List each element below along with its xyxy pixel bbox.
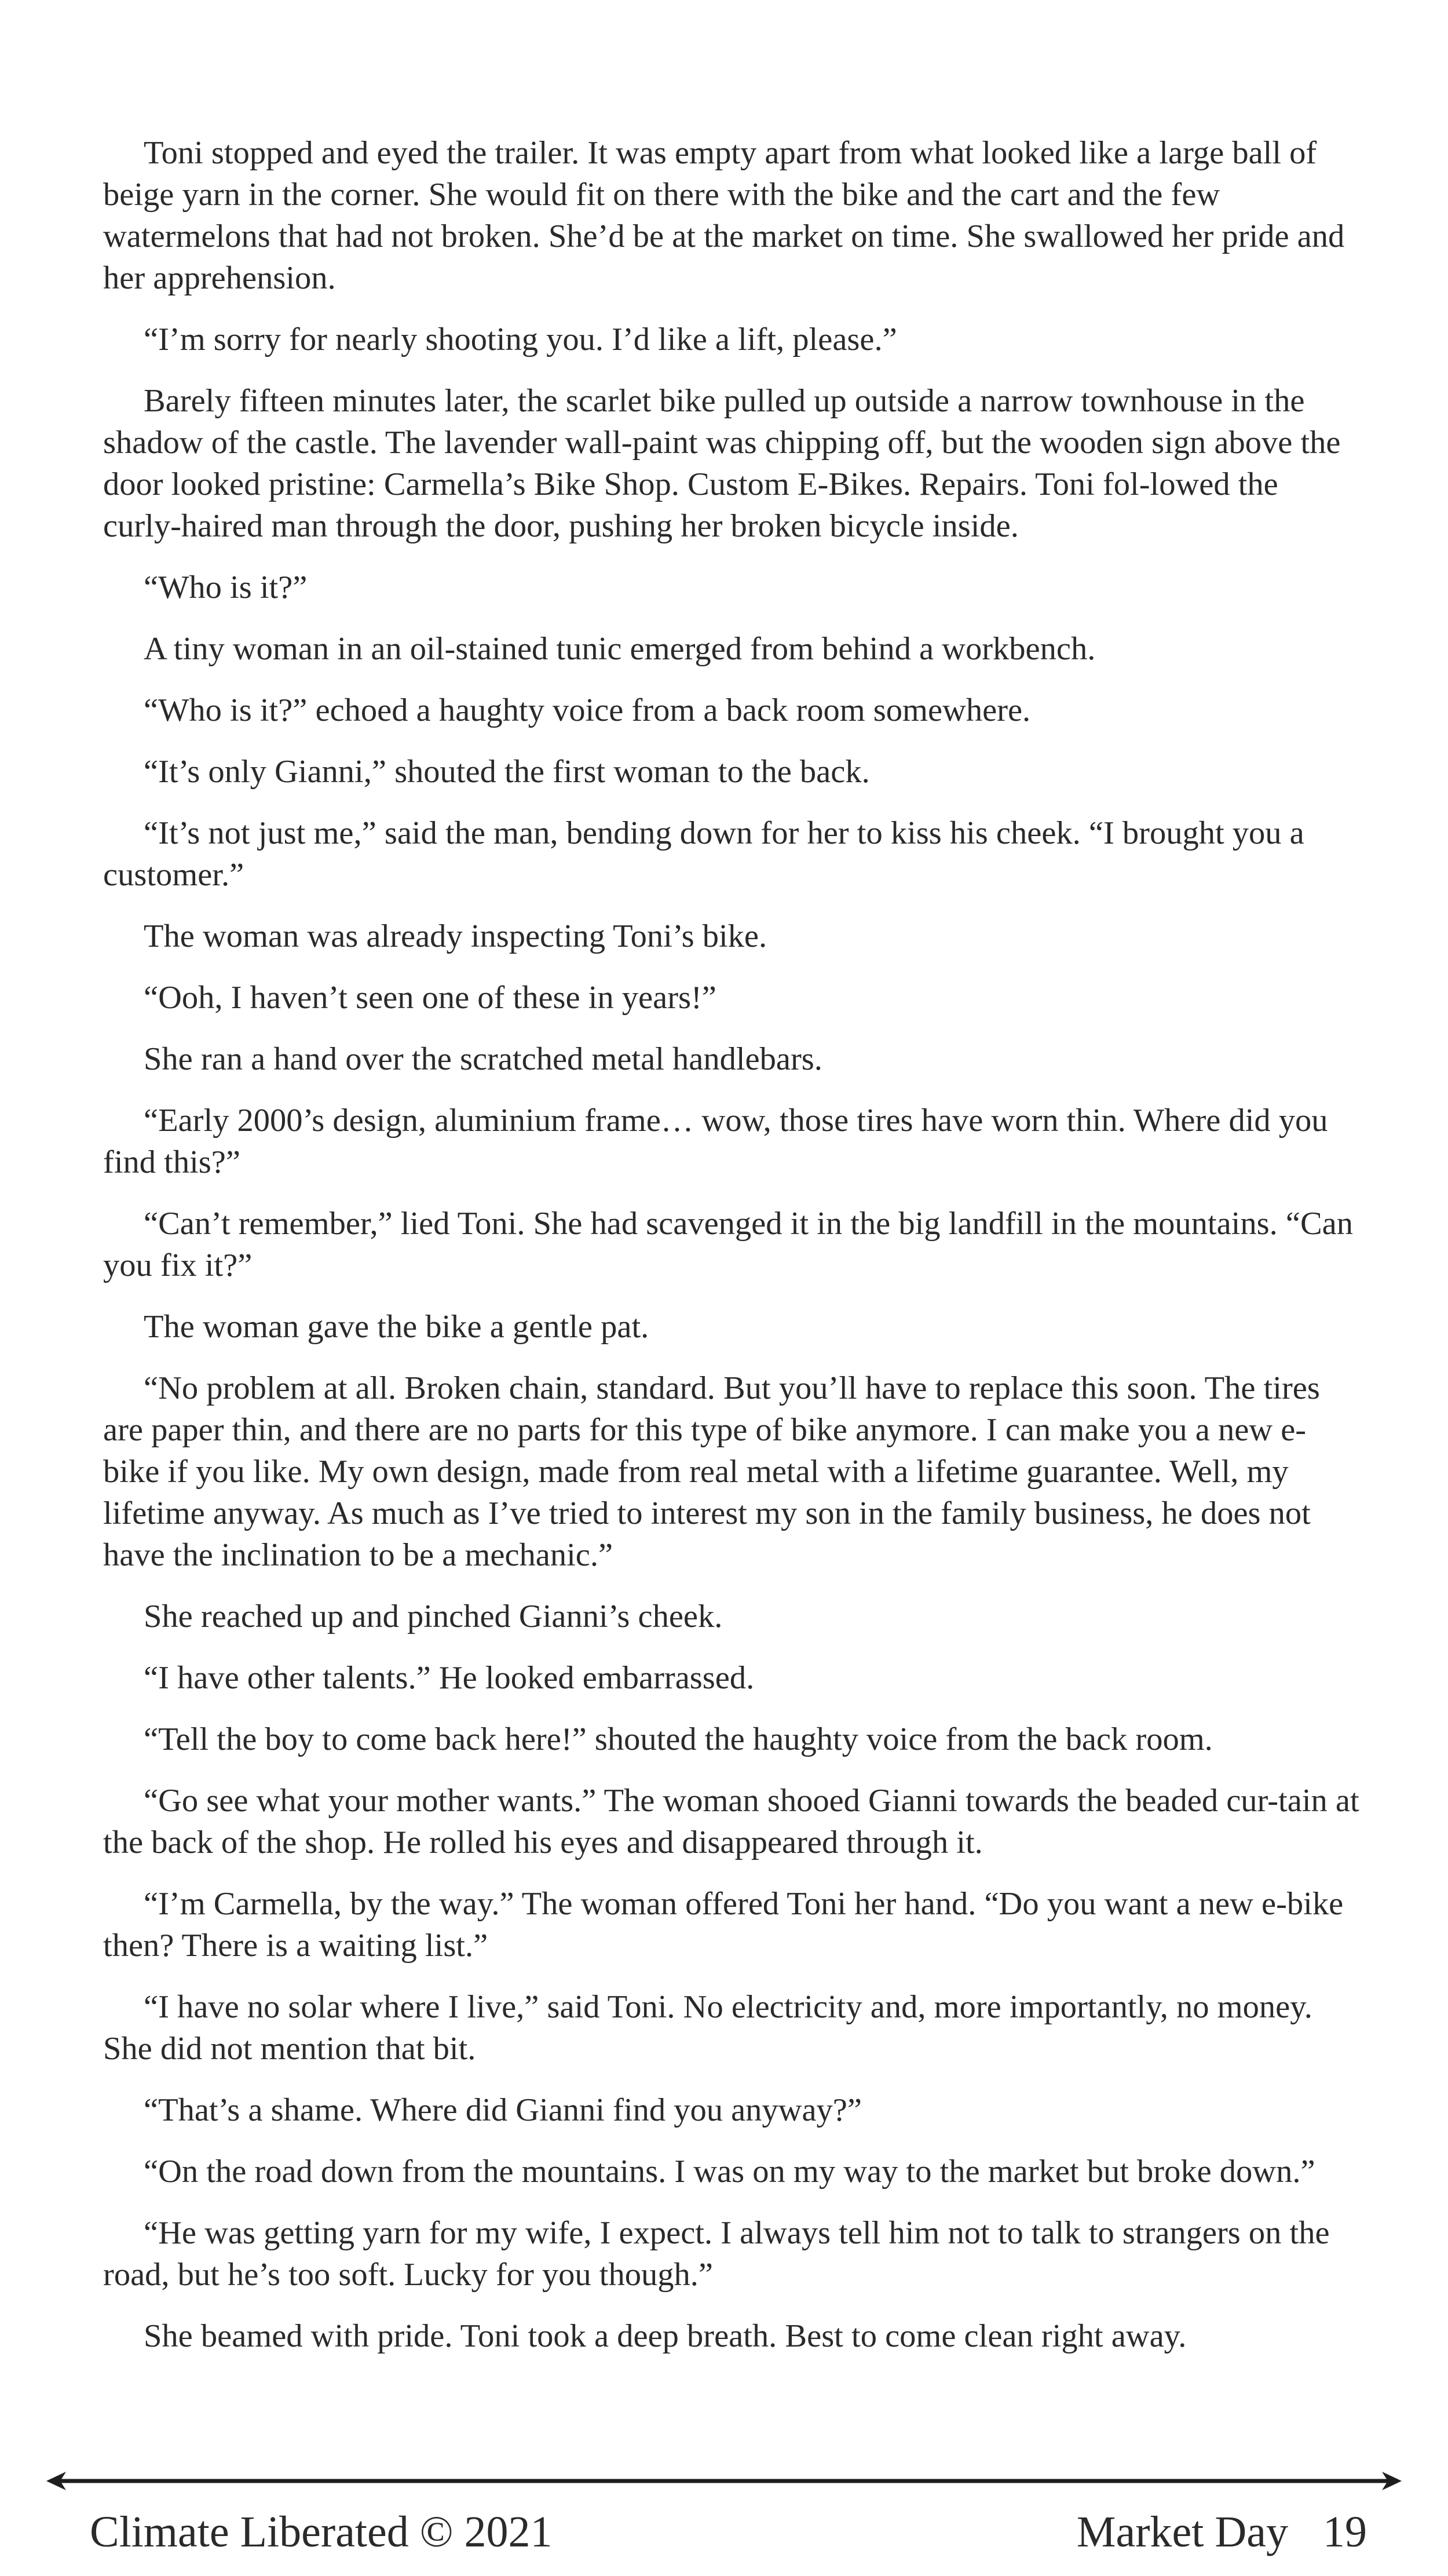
paragraph: “Tell the boy to come back here!” shouted the haughty voice from the back room. xyxy=(144,1721,1213,1757)
paragraph: “I have other talents.” He looked embarrassed. xyxy=(144,1660,755,1696)
paragraph: “Go see what your mother wants.” The woman shooed Gianni towards the beaded cur-tain at the back of the shop. He rolled his eyes and disappeared through it. xyxy=(103,1783,1359,1860)
paragraph: “I’m Carmella, by the way.” The woman offered Toni her hand. “Do you want a new e-bike then? There is a waiting list.” xyxy=(103,1886,1344,1964)
paragraph: “He was getting yarn for my wife, I expect. I always tell him not to talk to strangers on the road, but he’s too soft. Lucky for you though.” xyxy=(103,2215,1330,2293)
paragraph: Barely fifteen minutes later, the scarlet bike pulled up outside a narrow townhouse in the shadow of the castle. The lavender wall-paint was chipping off, but the wooden sign above the door looked pristine: Carmella’s Bike Shop. Custom E-Bikes. Repairs. Toni fol-lowed the curly-haired man through the door, pushing her broken bicycle inside. xyxy=(103,383,1341,544)
page-number: 19 xyxy=(1323,2508,1367,2556)
chapter-title: Market Day xyxy=(1076,2508,1288,2556)
paragraph: “It’s only Gianni,” shouted the first woman to the back. xyxy=(144,754,870,790)
paragraph: “That’s a shame. Where did Gianni find you anyway?” xyxy=(144,2092,862,2128)
paragraph: “Who is it?” echoed a haughty voice from a back room somewhere. xyxy=(144,692,1031,728)
paragraph: “Can’t remember,” lied Toni. She had scavenged it in the big landfill in the mountains. “Can you fix it?” xyxy=(103,1206,1353,1283)
paragraph: She beamed with pride. Toni took a deep breath. Best to come clean right away. xyxy=(144,2318,1187,2354)
paragraph: “It’s not just me,” said the man, bending down for her to kiss his cheek. “I brought you a customer.” xyxy=(103,815,1304,893)
footer-running-head xyxy=(1077,2503,1367,2561)
book-text-body xyxy=(103,132,1360,2377)
paragraph: “Who is it?” xyxy=(144,570,308,605)
paragraph: She reached up and pinched Gianni’s cheek. xyxy=(144,1599,723,1634)
footer-copyright: Climate Liberated © 2021 xyxy=(90,2508,553,2556)
paragraph: She ran a hand over the scratched metal handlebars. xyxy=(144,1041,822,1077)
paragraph: “I’m sorry for nearly shooting you. I’d like a lift, please.” xyxy=(144,322,897,357)
paragraph: A tiny woman in an oil-stained tunic emerged from behind a workbench. xyxy=(144,631,1096,667)
paragraph: “No problem at all. Broken chain, standard. But you’ll have to replace this soon. The tires are paper thin, and there are no parts for this type of bike anymore. I can make you a new e-bike if you like. My own design, made from real metal with a lifetime guarantee. Well, my lifetime anyway. As much as I’ve tried to interest my son in the family business, he does not have the inclination to be a mechanic.” xyxy=(103,1370,1320,1573)
paragraph: Toni stopped and eyed the trailer. It was empty apart from what looked like a large ball of beige yarn in the corner. She would fit on there with the bike and the cart and the few watermelons that had not broken. She’d be at the market on time. She swallowed her pride and her apprehension. xyxy=(103,135,1345,296)
paragraph: “On the road down from the mountains. I was on my way to the market but broke down.” xyxy=(144,2154,1315,2190)
paragraph: “I have no solar where I live,” said Toni. No electricity and, more importantly, no money. She did not mention that bit. xyxy=(103,1989,1312,2067)
paragraph: “Early 2000’s design, aluminium frame… wow, those tires have worn thin. Where did you find this?” xyxy=(103,1103,1328,1180)
footer-arrow-rule xyxy=(46,2469,1402,2493)
paragraph: The woman was already inspecting Toni’s bike. xyxy=(144,918,767,954)
paragraph: The woman gave the bike a gentle pat. xyxy=(144,1309,649,1345)
paragraph: “Ooh, I haven’t seen one of these in years!” xyxy=(144,980,716,1016)
